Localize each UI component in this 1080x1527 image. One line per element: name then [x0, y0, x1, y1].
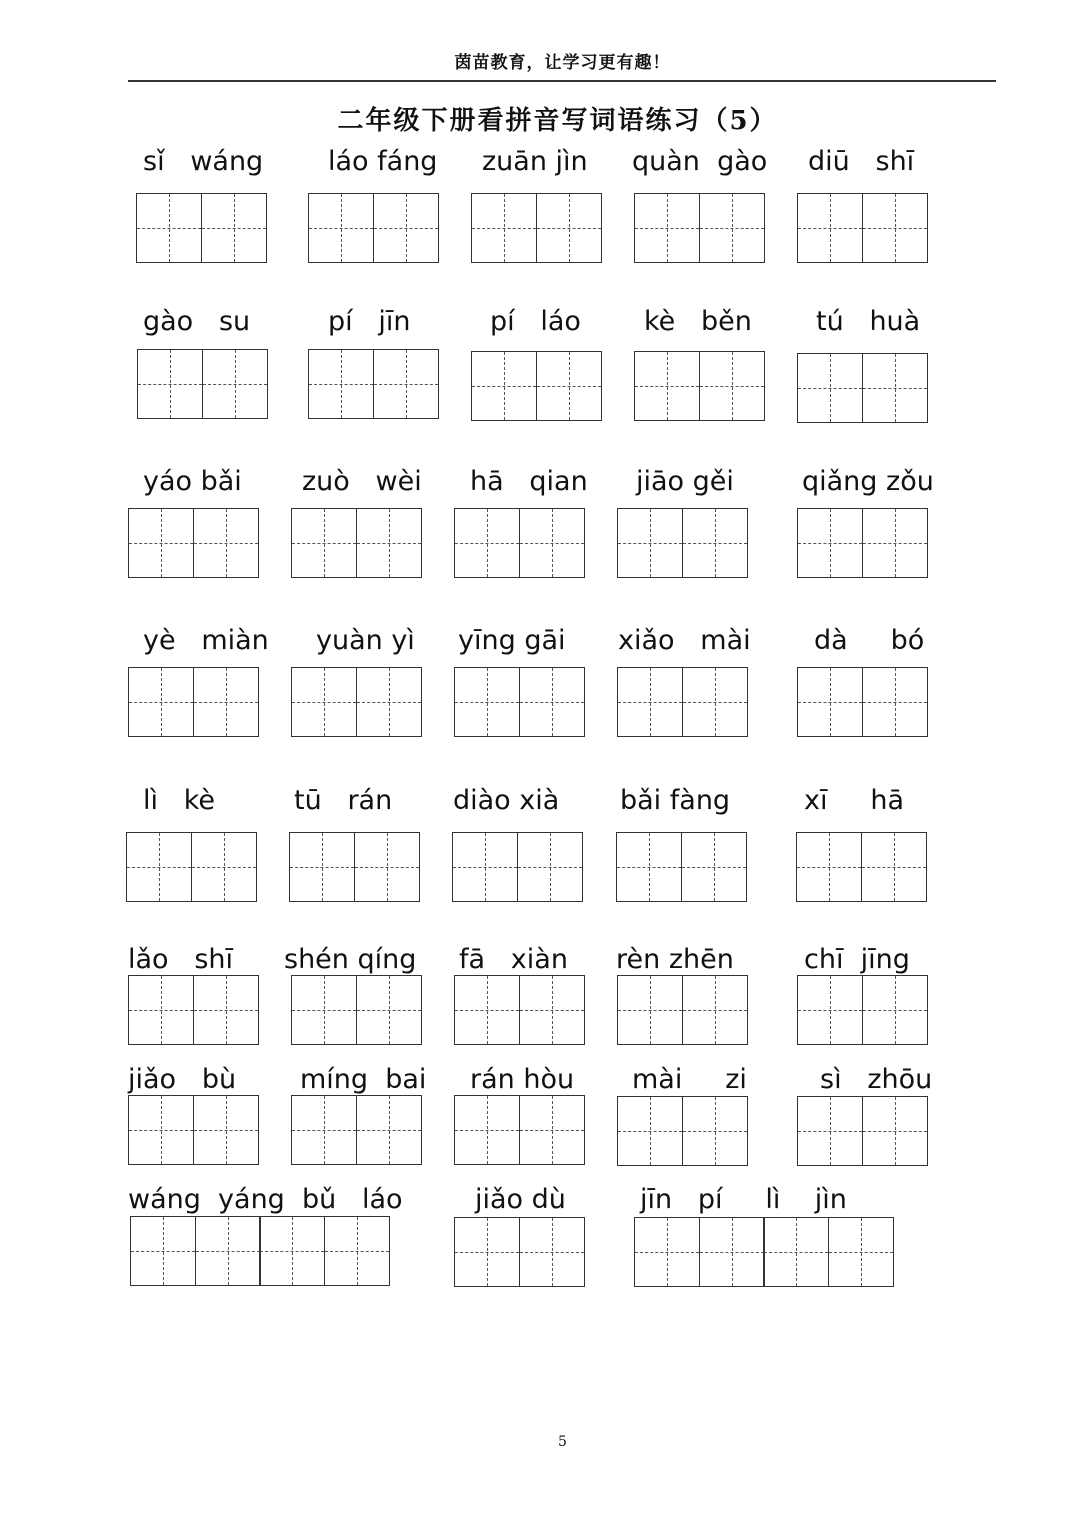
- writing-grid[interactable]: [454, 508, 583, 578]
- pinyin-word: jīn pí lì jìn: [640, 1184, 847, 1215]
- grid-cell[interactable]: [862, 193, 928, 263]
- grid-cell[interactable]: [682, 667, 748, 737]
- grid-cell[interactable]: [291, 667, 357, 737]
- pinyin-word: sǐ wáng: [143, 146, 264, 177]
- pinyin-word: kè běn: [644, 306, 752, 337]
- grid-cell[interactable]: [861, 832, 927, 902]
- pinyin-word: pí jīn: [328, 306, 411, 337]
- pinyin-word: shén qíng: [284, 944, 417, 975]
- writing-grid[interactable]: [454, 975, 583, 1045]
- pinyin-word: fā xiàn: [459, 944, 568, 975]
- grid-cell[interactable]: [128, 975, 194, 1045]
- grid-cell[interactable]: [862, 667, 928, 737]
- grid-cell[interactable]: [356, 975, 422, 1045]
- grid-cell[interactable]: [289, 832, 355, 902]
- grid-cell[interactable]: [617, 667, 683, 737]
- writing-grid[interactable]: [128, 508, 257, 578]
- writing-grid[interactable]: [634, 351, 763, 421]
- pinyin-word: rèn zhēn: [616, 944, 734, 975]
- pinyin-word: mài zi: [632, 1064, 747, 1095]
- writing-grid[interactable]: [454, 1217, 583, 1287]
- grid-cell[interactable]: [356, 1095, 422, 1165]
- writing-grid[interactable]: [797, 193, 926, 263]
- grid-cell[interactable]: [699, 193, 765, 263]
- pinyin-word: zuān jìn: [482, 146, 588, 177]
- grid-cell[interactable]: [862, 508, 928, 578]
- grid-cell[interactable]: [681, 832, 747, 902]
- pinyin-word: láo fáng: [328, 146, 438, 177]
- grid-cell[interactable]: [193, 1095, 259, 1165]
- grid-cell[interactable]: [454, 508, 520, 578]
- pinyin-word: xiǎo mài: [618, 625, 751, 656]
- pinyin-word: yuàn yì: [316, 625, 415, 656]
- grid-cell[interactable]: [519, 667, 585, 737]
- writing-grid[interactable]: [454, 1095, 583, 1165]
- writing-grid[interactable]: [130, 1216, 388, 1286]
- pinyin-word: yīng gāi: [458, 625, 566, 656]
- grid-cell[interactable]: [126, 832, 192, 902]
- pinyin-word: quàn gào: [632, 146, 768, 177]
- pinyin-word: wáng yáng bǔ láo: [128, 1184, 403, 1215]
- grid-cell[interactable]: [828, 1217, 894, 1287]
- grid-cell[interactable]: [471, 351, 537, 421]
- writing-grid[interactable]: [128, 667, 257, 737]
- grid-cell[interactable]: [682, 1096, 748, 1166]
- grid-cell[interactable]: [634, 193, 700, 263]
- grid-cell[interactable]: [617, 508, 683, 578]
- grid-cell[interactable]: [862, 353, 928, 423]
- grid-cell[interactable]: [308, 193, 374, 263]
- writing-grid[interactable]: [796, 832, 925, 902]
- pinyin-word: xī hā: [804, 785, 905, 816]
- grid-cell[interactable]: [291, 975, 357, 1045]
- page-header: 茵苗教育，让学习更有趣！: [454, 53, 671, 73]
- writing-grid[interactable]: [128, 1095, 257, 1165]
- grid-cell[interactable]: [797, 975, 863, 1045]
- grid-cell[interactable]: [536, 351, 602, 421]
- pinyin-word: jiǎo dù: [475, 1184, 566, 1215]
- writing-grid[interactable]: [617, 508, 746, 578]
- writing-grid[interactable]: [634, 193, 763, 263]
- grid-cell[interactable]: [454, 667, 520, 737]
- grid-cell[interactable]: [137, 349, 203, 419]
- pinyin-word: zuò wèi: [302, 466, 422, 497]
- grid-cell[interactable]: [634, 351, 700, 421]
- grid-cell[interactable]: [373, 349, 439, 419]
- grid-cell[interactable]: [519, 975, 585, 1045]
- grid-cell[interactable]: [536, 193, 602, 263]
- writing-grid[interactable]: [634, 1217, 892, 1287]
- grid-cell[interactable]: [452, 832, 518, 902]
- grid-cell[interactable]: [136, 193, 202, 263]
- pinyin-word: diū shī: [808, 146, 915, 177]
- grid-cell[interactable]: [517, 832, 583, 902]
- writing-grid[interactable]: [289, 832, 418, 902]
- grid-cell[interactable]: [291, 1095, 357, 1165]
- grid-cell[interactable]: [291, 508, 357, 578]
- writing-grid[interactable]: [617, 975, 746, 1045]
- writing-grid[interactable]: [291, 508, 420, 578]
- grid-cell[interactable]: [796, 832, 862, 902]
- grid-cell[interactable]: [324, 1216, 390, 1286]
- writing-grid[interactable]: [797, 1096, 926, 1166]
- grid-cell[interactable]: [128, 508, 194, 578]
- pinyin-word: tū rán: [294, 785, 393, 816]
- grid-cell[interactable]: [699, 1217, 765, 1287]
- grid-cell[interactable]: [682, 508, 748, 578]
- grid-cell[interactable]: [797, 508, 863, 578]
- pinyin-word: sì zhōu: [820, 1064, 933, 1095]
- grid-cell[interactable]: [617, 1096, 683, 1166]
- grid-cell[interactable]: [191, 832, 257, 902]
- writing-grid[interactable]: [452, 832, 581, 902]
- grid-cell[interactable]: [862, 975, 928, 1045]
- writing-grid[interactable]: [291, 975, 420, 1045]
- grid-cell[interactable]: [193, 975, 259, 1045]
- writing-grid[interactable]: [797, 508, 926, 578]
- grid-cell[interactable]: [797, 1096, 863, 1166]
- grid-cell[interactable]: [354, 832, 420, 902]
- writing-grid[interactable]: [797, 353, 926, 423]
- writing-grid[interactable]: [471, 351, 600, 421]
- grid-cell[interactable]: [356, 508, 422, 578]
- grid-cell[interactable]: [202, 349, 268, 419]
- grid-cell[interactable]: [308, 349, 374, 419]
- pinyin-word: chī jīng: [804, 944, 910, 975]
- pinyin-word: lì kè: [143, 785, 216, 816]
- grid-cell[interactable]: [259, 1216, 325, 1286]
- grid-cell[interactable]: [128, 667, 194, 737]
- pinyin-word: míng bai: [300, 1064, 427, 1095]
- pinyin-word: tú huà: [816, 306, 921, 337]
- grid-cell[interactable]: [201, 193, 267, 263]
- writing-grid[interactable]: [308, 193, 437, 263]
- writing-grid[interactable]: [291, 667, 420, 737]
- pinyin-word: rán hòu: [470, 1064, 575, 1095]
- grid-cell[interactable]: [797, 667, 863, 737]
- writing-grid[interactable]: [797, 975, 926, 1045]
- grid-cell[interactable]: [699, 351, 765, 421]
- pinyin-word: bǎi fàng: [620, 785, 731, 816]
- grid-cell[interactable]: [617, 975, 683, 1045]
- grid-cell[interactable]: [373, 193, 439, 263]
- page-title: 二年级下册看拼音写词语练习（5）: [337, 106, 778, 136]
- grid-cell[interactable]: [471, 193, 537, 263]
- writing-grid[interactable]: [126, 832, 255, 902]
- grid-cell[interactable]: [763, 1217, 829, 1287]
- grid-cell[interactable]: [519, 1095, 585, 1165]
- writing-grid[interactable]: [616, 832, 745, 902]
- grid-cell[interactable]: [797, 353, 863, 423]
- pinyin-word: yáo bǎi: [143, 466, 242, 497]
- writing-grid[interactable]: [797, 667, 926, 737]
- writing-grid[interactable]: [454, 667, 583, 737]
- pinyin-word: hā qian: [470, 466, 588, 497]
- writing-grid[interactable]: [136, 193, 265, 263]
- pinyin-word: diào xià: [453, 785, 560, 816]
- grid-cell[interactable]: [195, 1216, 261, 1286]
- grid-cell[interactable]: [797, 193, 863, 263]
- header-rule: [128, 80, 996, 82]
- grid-cell[interactable]: [634, 1217, 700, 1287]
- writing-grid[interactable]: [617, 1096, 746, 1166]
- page-number: 5: [558, 1434, 567, 1450]
- pinyin-word: lǎo shī: [128, 944, 233, 975]
- pinyin-word: dà bó: [814, 625, 925, 656]
- grid-cell[interactable]: [454, 975, 520, 1045]
- pinyin-word: jiāo gěi: [636, 466, 734, 497]
- grid-cell[interactable]: [519, 508, 585, 578]
- grid-cell[interactable]: [519, 1217, 585, 1287]
- pinyin-word: pí láo: [490, 306, 581, 337]
- grid-cell[interactable]: [682, 975, 748, 1045]
- grid-cell[interactable]: [128, 1095, 194, 1165]
- writing-grid[interactable]: [291, 1095, 420, 1165]
- writing-grid[interactable]: [128, 975, 257, 1045]
- grid-cell[interactable]: [454, 1217, 520, 1287]
- pinyin-word: gào su: [143, 306, 251, 337]
- grid-cell[interactable]: [454, 1095, 520, 1165]
- grid-cell[interactable]: [193, 508, 259, 578]
- writing-grid[interactable]: [137, 349, 266, 419]
- grid-cell[interactable]: [130, 1216, 196, 1286]
- pinyin-word: jiǎo bù: [128, 1064, 237, 1095]
- writing-grid[interactable]: [471, 193, 600, 263]
- writing-grid[interactable]: [308, 349, 437, 419]
- pinyin-word: qiǎng zǒu: [802, 466, 934, 497]
- grid-cell[interactable]: [356, 667, 422, 737]
- grid-cell[interactable]: [862, 1096, 928, 1166]
- writing-grid[interactable]: [617, 667, 746, 737]
- grid-cell[interactable]: [193, 667, 259, 737]
- grid-cell[interactable]: [616, 832, 682, 902]
- pinyin-word: yè miàn: [143, 625, 269, 656]
